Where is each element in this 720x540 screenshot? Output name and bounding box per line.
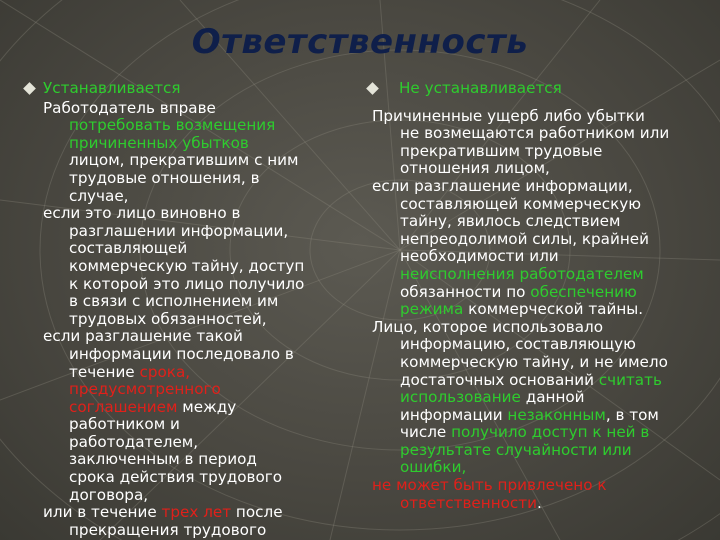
right-text-line: Лицо, которое использовало xyxy=(372,317,604,336)
right-text-line: обязанности по обеспечению xyxy=(400,282,637,301)
left-text-line: трудовых обязанностей, xyxy=(69,309,267,328)
left-text-line: к которой это лицо получило xyxy=(69,274,305,293)
left-text-line: работодателем, xyxy=(69,432,199,451)
highlight-text: предусмотренного xyxy=(69,380,221,399)
left-column xyxy=(43,80,363,539)
right-text-line xyxy=(372,459,712,477)
highlight-text: результате случайности или xyxy=(400,440,632,459)
highlight-text: обеспечению xyxy=(530,282,637,301)
right-text xyxy=(372,108,712,513)
left-text-line: составляющей xyxy=(69,239,188,258)
highlight-text: ответственности xyxy=(400,493,537,512)
right-text-line: если разглашение информации, xyxy=(372,176,633,195)
left-text-line: информации последовало в xyxy=(69,344,294,363)
left-text-line: в связи с исполнением им xyxy=(69,292,279,311)
right-text-line: составляющей коммерческую xyxy=(400,194,642,213)
highlight-text: причиненных убытков xyxy=(69,133,249,152)
right-text-line: Причиненные ущерб либо убытки xyxy=(372,106,645,125)
right-text-line: тайну, явилось следствием xyxy=(400,212,621,231)
right-heading: Не устанавливается xyxy=(399,79,562,97)
left-text-line: договора, xyxy=(69,485,149,504)
right-text-line: достаточных оснований считать xyxy=(400,370,662,389)
left-text xyxy=(43,100,363,540)
right-text-line: необходимости или xyxy=(400,247,559,266)
page-title: Ответственность xyxy=(191,22,529,62)
right-text-line: числе получило доступ к ней в xyxy=(400,423,650,442)
highlight-text: срока, xyxy=(139,362,191,381)
right-heading-row xyxy=(372,80,712,98)
left-text-line: разглашении информации, xyxy=(69,221,289,240)
left-text-line: прекращения трудового xyxy=(69,520,267,539)
right-text-line: не возмещаются работником или xyxy=(400,124,670,143)
highlight-text: соглашением xyxy=(69,397,178,416)
left-text-line: Работодатель вправе xyxy=(43,98,216,117)
left-text-line xyxy=(43,117,363,135)
right-text-line: информации незаконным, в том xyxy=(400,405,659,424)
right-text-line xyxy=(372,442,712,460)
left-text-line xyxy=(43,135,363,153)
right-column xyxy=(372,80,712,512)
highlight-text: считать xyxy=(598,370,662,389)
left-heading: Устанавливается xyxy=(43,79,181,97)
left-text-line: трудовые отношения, в xyxy=(69,168,260,187)
left-text-line: соглашением между xyxy=(69,397,237,416)
left-text-line: течение срока, xyxy=(69,362,191,381)
highlight-text: потребовать возмещения xyxy=(69,116,276,135)
left-text-line: если разглашение такой xyxy=(43,327,243,346)
highlight-text: трех лет xyxy=(161,503,232,522)
right-text-line xyxy=(372,477,712,495)
left-text-line: если это лицо виновно в xyxy=(43,204,241,223)
highlight-text: использование xyxy=(400,388,521,407)
right-text-line: коммерческую тайну, и не имело xyxy=(400,352,668,371)
highlight-text: получило доступ к ней в xyxy=(451,423,650,442)
left-text-line: случае, xyxy=(69,186,129,205)
highlight-text: не может быть привлечено к xyxy=(372,476,607,495)
left-text-line: заключенным в период xyxy=(69,450,257,469)
right-text-line: непреодолимой силы, крайней xyxy=(400,229,650,248)
left-text-line: лицом, прекратившим с ним xyxy=(69,151,299,170)
left-text-line: работником и xyxy=(69,415,180,434)
right-text-line xyxy=(372,266,712,284)
right-text-line: ответственности. xyxy=(400,493,542,512)
right-text-line: использование данной xyxy=(400,388,585,407)
left-text-line xyxy=(43,381,363,399)
highlight-text: ошибки, xyxy=(400,458,467,477)
right-text-line: отношения лицом, xyxy=(400,159,550,178)
right-text-line: прекратившим трудовые xyxy=(400,141,603,160)
left-text-line: коммерческую тайну, доступ xyxy=(69,256,305,275)
highlight-text: незаконным xyxy=(507,405,606,424)
left-heading-row xyxy=(43,80,363,98)
highlight-text: режима xyxy=(400,300,464,319)
right-text-line: режима коммерческой тайны. xyxy=(400,300,644,319)
left-text-line: или в течение трех лет после xyxy=(43,503,283,522)
left-text-line: срока действия трудового xyxy=(69,468,283,487)
right-text-line: информацию, составляющую xyxy=(400,335,636,354)
highlight-text: неисполнения работодателем xyxy=(400,264,644,283)
